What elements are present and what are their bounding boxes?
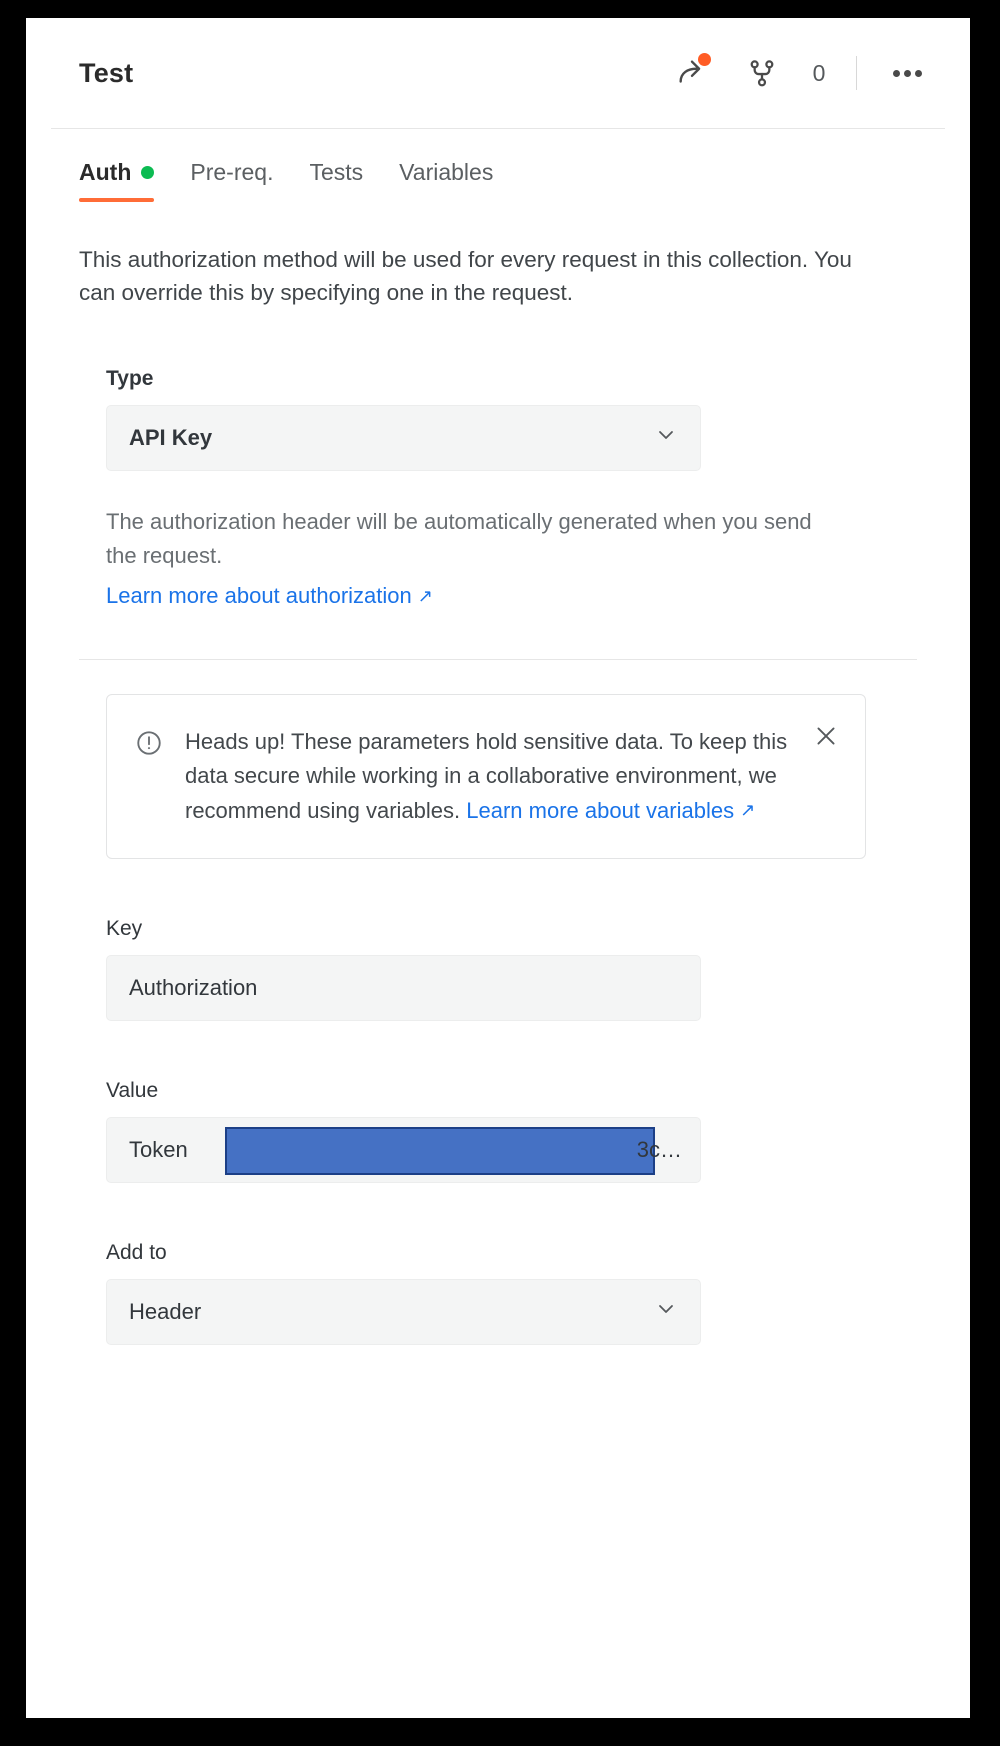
key-input-value: Authorization: [129, 974, 258, 1000]
tab-auth-label: Auth: [79, 159, 132, 185]
value-input-truncated-tail: 3c…: [636, 1136, 682, 1162]
tab-auth[interactable]: [79, 159, 154, 202]
header-actions: [672, 53, 945, 93]
auth-body: [26, 243, 970, 1345]
value-input-value: Token: [129, 1136, 188, 1162]
text-selection-highlight: [225, 1127, 655, 1175]
type-select[interactable]: [106, 405, 701, 471]
chevron-down-icon: [654, 1297, 678, 1327]
tab-pre-request-label: Pre-req.: [190, 159, 274, 185]
fork-count: 0: [812, 59, 826, 86]
tab-bar: [51, 129, 945, 203]
external-link-icon: ↗: [740, 799, 756, 820]
value-label: Value: [106, 1078, 159, 1102]
chevron-down-icon: [654, 423, 678, 453]
callout-message: Heads up! These parameters hold sensitive data. To keep this data secure while working in a collaborative environment, we recommend using variables.: [185, 729, 788, 823]
auth-helper-link-row: [106, 583, 917, 609]
add-to-label: Add to: [106, 1240, 167, 1264]
auth-intro-text: This authorization method will be used for every request in this collection. You can override this by specifying one in the request.: [79, 247, 852, 306]
auth-helper-text: The authorization header will be automatically generated when you send the request.: [106, 509, 812, 569]
page-title: Test: [79, 57, 134, 88]
value-field-block: [79, 1079, 917, 1183]
key-label: Key: [106, 916, 143, 940]
learn-more-authorization-label: Learn more about authorization: [106, 583, 412, 609]
type-select-value: API Key: [129, 425, 213, 451]
learn-more-variables-label: Learn more about variables: [466, 797, 735, 823]
learn-more-authorization-link[interactable]: [106, 583, 433, 609]
alert-circle-icon: [135, 729, 163, 827]
sensitive-data-callout: [106, 694, 866, 858]
fork-icon[interactable]: [742, 53, 782, 93]
type-label: Type: [106, 367, 154, 391]
tab-tests[interactable]: [309, 159, 363, 202]
collection-auth-panel: [26, 18, 970, 1718]
key-input[interactable]: [106, 955, 701, 1021]
close-icon[interactable]: [813, 723, 839, 754]
panel-header: [51, 18, 945, 129]
external-link-icon: ↗: [417, 585, 433, 606]
tab-tests-label: Tests: [309, 159, 364, 185]
tab-pre-request[interactable]: [190, 159, 273, 202]
callout-text: [185, 725, 805, 827]
auth-status-dot: [141, 166, 154, 179]
add-to-select[interactable]: [106, 1279, 701, 1345]
add-to-select-value: Header: [129, 1298, 202, 1324]
value-input[interactable]: [106, 1117, 701, 1183]
tab-variables-label: Variables: [399, 159, 494, 185]
more-options-icon[interactable]: [887, 53, 927, 93]
learn-more-variables-link[interactable]: [466, 794, 755, 828]
share-icon[interactable]: [672, 53, 712, 93]
notification-dot: [698, 53, 711, 66]
header-divider: [856, 56, 857, 90]
tab-variables[interactable]: [399, 159, 493, 202]
add-to-field-block: [79, 1241, 917, 1345]
type-field-block: [79, 367, 917, 471]
key-field-block: [79, 917, 917, 1021]
section-divider: [79, 659, 917, 660]
